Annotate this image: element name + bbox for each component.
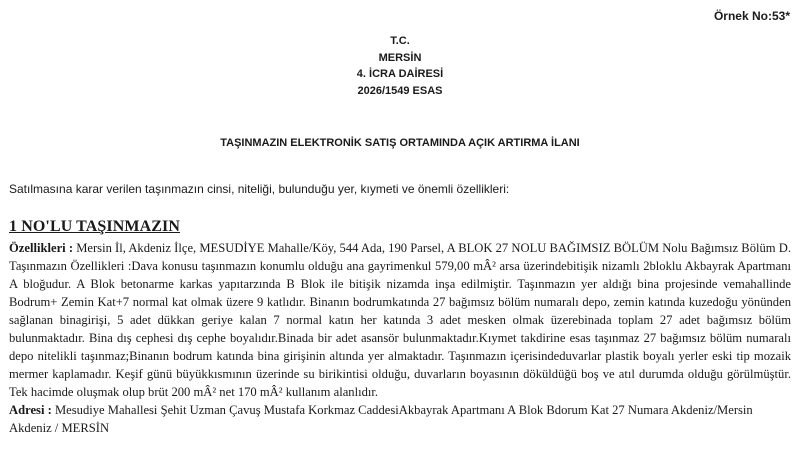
features-paragraph <box>9 239 791 401</box>
sample-number: Örnek No:53* <box>713 9 790 23</box>
court-header <box>0 33 800 99</box>
court-city-line: MERSİN <box>378 51 422 64</box>
court-office-line: 4. İCRA DAİRESİ <box>356 68 444 80</box>
announcement-title: TAŞINMAZIN ELEKTRONİK SATIŞ ORTAMINDA AÇIK ARTIRMA İLANI <box>220 137 580 149</box>
features-label: Özellikleri : <box>9 241 74 255</box>
case-number-line: 2026/1549 ESAS <box>357 84 443 97</box>
court-country-line: T.C. <box>390 35 410 47</box>
parcel-heading: 1 NO'LU TAŞINMAZIN <box>9 218 181 235</box>
intro-text: Satılmasına karar verilen taşınmazın cinsi, niteliği, bulunduğu yer, kıymeti ve önemli özellikleri: <box>9 182 510 196</box>
address-text: Mesudiye Mahallesi Şehit Uzman Çavuş Mustafa Korkmaz CaddesiAkbayrak Apartmanı A Blok Bdorum Kat 27 Numara Akdeniz/Mersin Akdeniz / MERSİN <box>9 403 753 436</box>
address-label: Adresi : <box>9 403 52 418</box>
parcel-details <box>9 239 791 438</box>
features-text: Mersin İl, Akdeniz İlçe, MESUDİYE Mahalle/Köy, 544 Ada, 190 Parsel, A BLOK 27 NOLU BAĞIMSIZ BÖLÜM Nolu Bağımsız Bölüm D. Taşınmazın Özellikleri :Dava konusu taşınmazın konumlu olduğu ana gayrimenkul 579,00 mÂ² arsa üzerindebitişik nizamlı 2bloklu Akbayrak Apartmanı A bloğudur. A Blok betonarme karkas yapıtarzında B Blok ile bitişik nizamda inşa edilmiştir. Taşınmazın yer aldığı bina projesinde vemahallinde Bodrum+ Zemin Kat+7 normal kat olmak üzere 9 katlıdır. Binanın bodrumkatında 27 bağımsız bölüm numaralı depo, zemin katında kuzedoğu yönünden sağlanan binagirişi, 5 adet dükkan geriye kalan 7 normal katın her katında 3 adet mesken olmak üzerebinada toplam 27 adet bağımsız bölüm bulunmaktadır. Bina dış cephesi dış cephe boyalıdır.Binada bir adet asansör bulunmaktadır.Kıymet takdirine esas taşınmaz 27 bağımsız bölüm numaralı depo nitelikli taşınmaz;Binanın bodrum katında bina girişinin altında yer almaktadır. Taşınmazın içerisindeduvarlar plastik boyalı yerler eski tip mozaik mermer kaplamadır. Keşif günü büyükkısmının üzerinde su birikintisi olduğu, duvarların boyasının döküldüğü boş ve atıl durumda olduğu görülmüştür. Tek hacimde oluşmak olup brüt 200 mÂ² net 170 mÂ² kullanım alanlıdır. <box>9 241 791 400</box>
address-paragraph <box>9 401 791 437</box>
